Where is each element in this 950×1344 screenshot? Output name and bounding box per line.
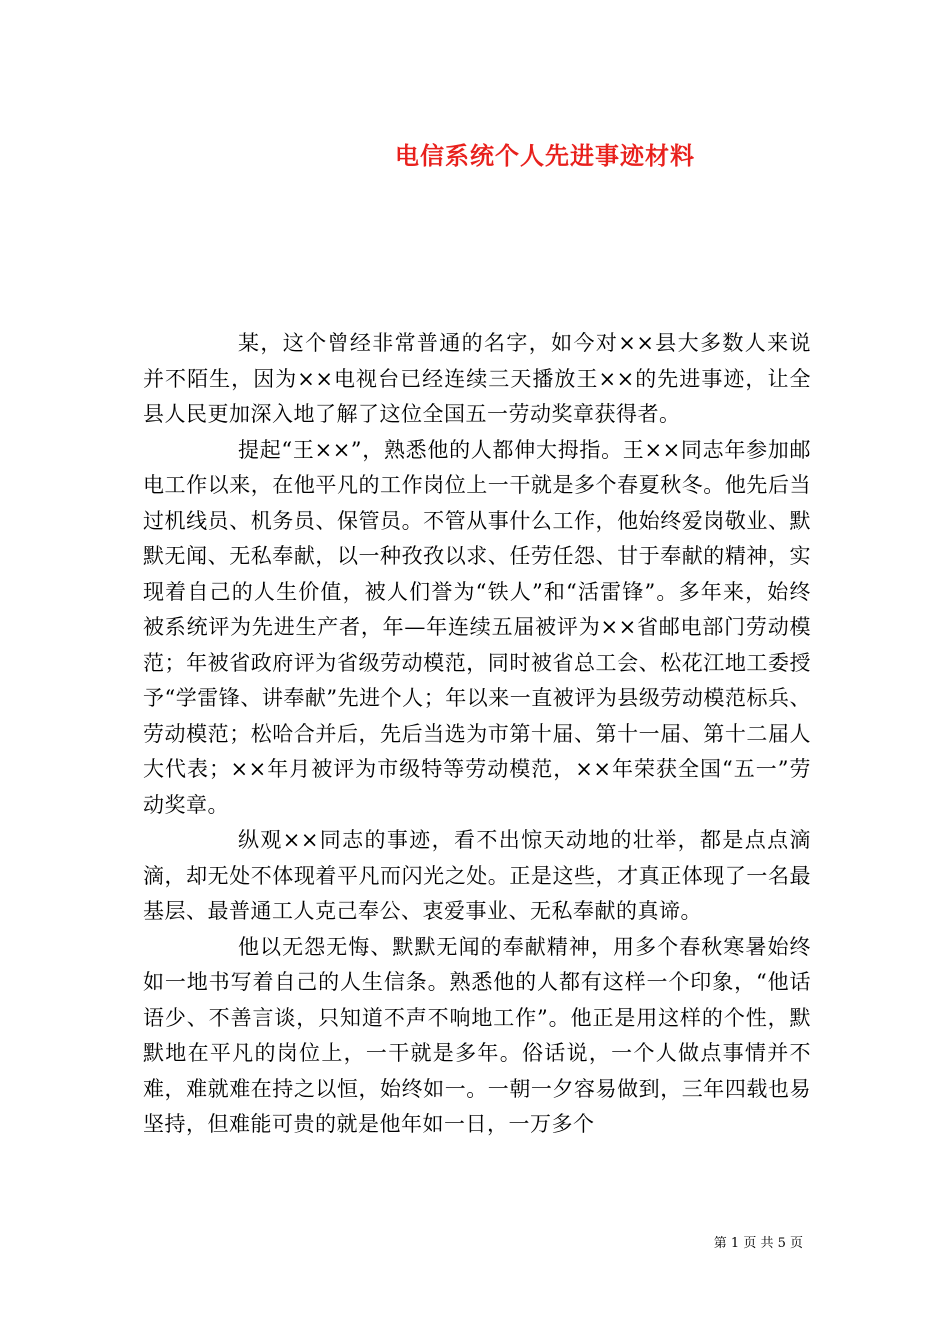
document-title: 电信系统个人先进事迹材料 [395, 141, 695, 170]
paragraph-4: 他以无怨无悔、默默无闻的奉献精神，用多个春秋寒暑始终如一地书写着自己的人生信条。熟悉他的人都有这样一个印象，“他话语少、不善言谈，只知道不声不响地工作”。他正是用这样的个性，默默地在平凡的岗位上，一干就是多年。俗话说，一个人做点事情并不难，难就难在持之以恒，始终如一。一朝一夕容易做到，三年四载也易坚持，但难能可贵的就是他年如一日，一万多个 [143, 934, 811, 1136]
page-number: 第 1 页 共 5 页 [713, 1236, 803, 1251]
paragraph-1: 某，这个曾经非常普通的名字，如今对××县大多数人来说并不陌生，因为××电视台已经连续三天播放王××的先进事迹，让全县人民更加深入地了解了这位全国五一劳动奖章获得者。 [143, 331, 811, 426]
paragraph-3: 纵观××同志的事迹，看不出惊天动地的壮举，都是点点滴滴，却无处不体现着平凡而闪光之处。正是这些，才真正体现了一名最基层、最普通工人克己奉公、衷爱事业、无私奉献的真谛。 [143, 828, 811, 923]
paragraph-2: 提起“王××”，熟悉他的人都伸大拇指。王××同志年参加邮电工作以来，在他平凡的工作岗位上一干就是多个春夏秋冬。他先后当过机线员、机务员、保管员。不管从事什么工作，他始终爱岗敬业、默默无闻、无私奉献，以一种孜孜以求、任劳任怨、甘于奉献的精神，实现着自己的人生价值，被人们誉为“铁人”和“活雷锋”。多年来，始终被系统评为先进生产者，年—年连续五届被评为××省邮电部门劳动模范；年被省政府评为省级劳动模范，同时被省总工会、松花江地工委授予“学雷锋、讲奉献”先进个人；年以来一直被评为县级劳动模范标兵、劳动模范；松哈合并后，先后当选为市第十届、第十一届、第十二届人大代表；××年月被评为市级特等劳动模范，××年荣获全国“五一”劳动奖章。 [143, 437, 811, 817]
document-body [143, 326, 811, 1143]
